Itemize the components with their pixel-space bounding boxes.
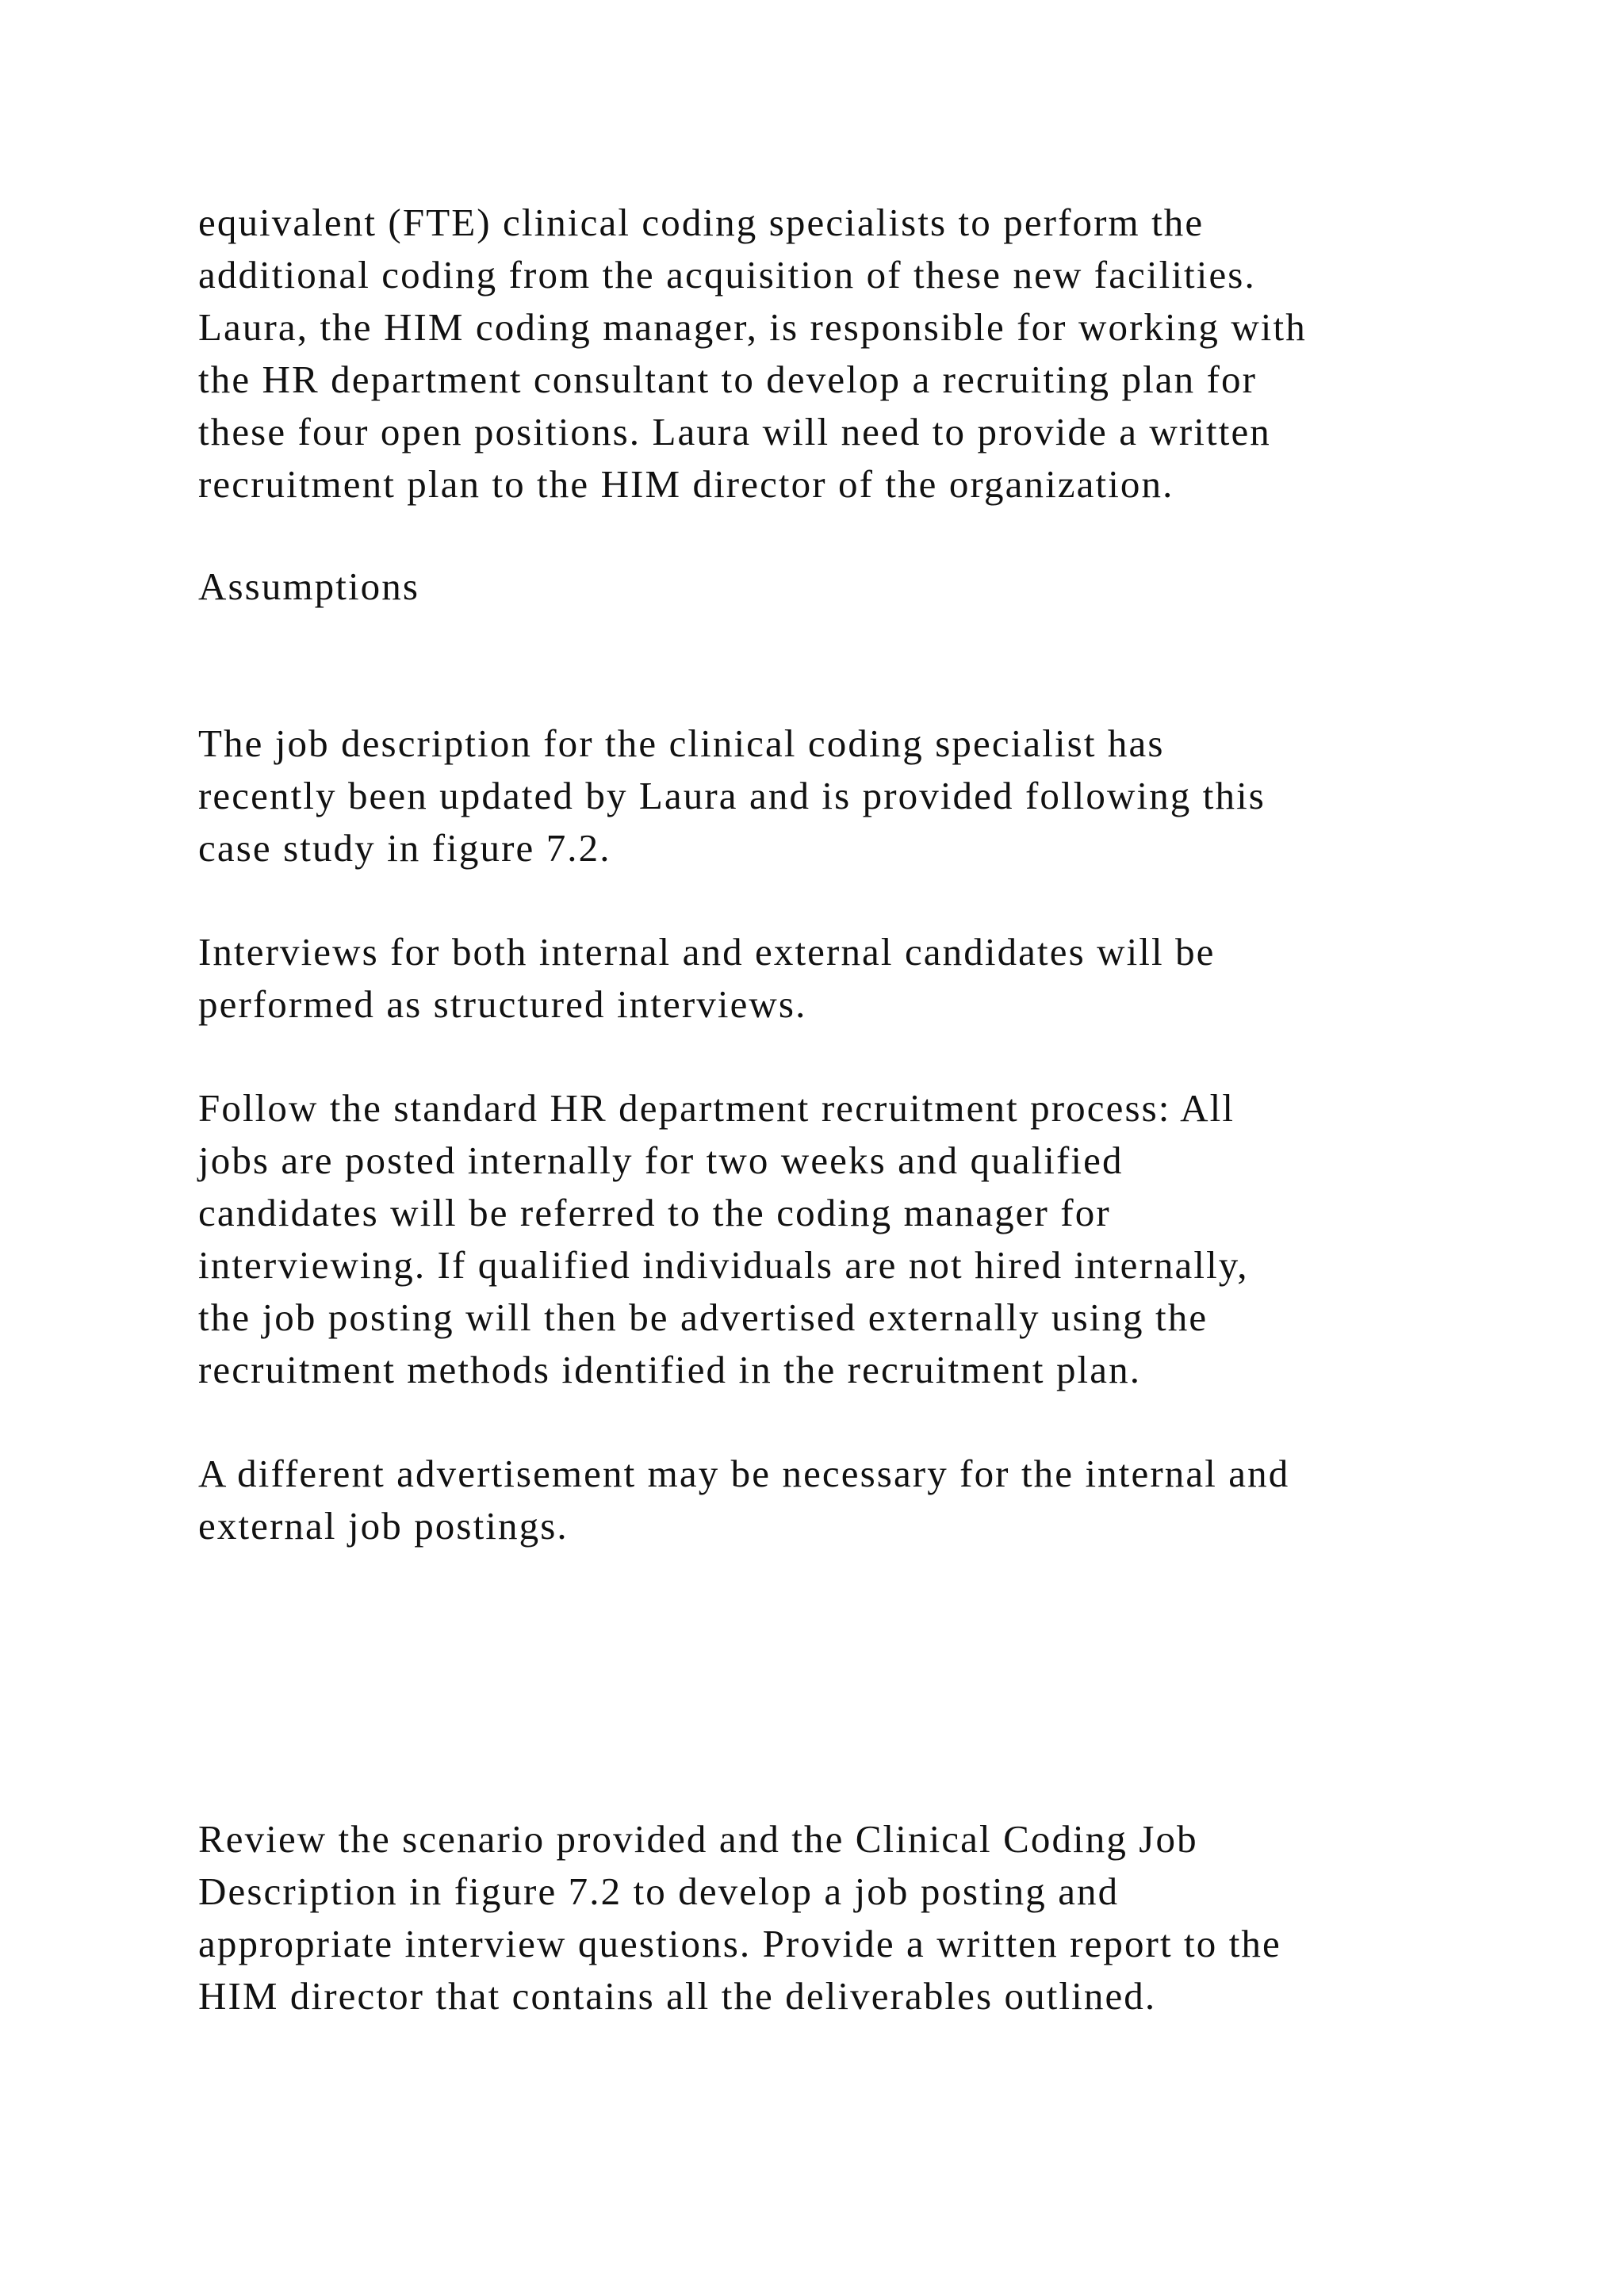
text-line: Description in figure 7.2 to develop a job posting and — [198, 1869, 1120, 1913]
text-line: candidates will be referred to the coding manager for — [198, 1191, 1111, 1234]
text-line: The job description for the clinical coding specialist has — [198, 721, 1165, 765]
text-line: performed as structured interviews. — [198, 982, 807, 1026]
heading-text: Assumptions — [198, 564, 420, 608]
text-line: recruitment plan to the HIM director of the organization. — [198, 462, 1174, 506]
text-line: recruitment methods identified in the recruitment plan. — [198, 1348, 1142, 1391]
text-line: jobs are posted internally for two weeks and qualified — [198, 1138, 1124, 1182]
text-line: Follow the standard HR department recruitment process: All — [198, 1086, 1235, 1130]
text-line: the HR department consultant to develop a recruiting plan for — [198, 358, 1258, 401]
text-line: HIM director that contains all the deliverables outlined. — [198, 1974, 1157, 2018]
text-line: case study in figure 7.2. — [198, 826, 611, 870]
text-line: A different advertisement may be necessary for the internal and — [198, 1452, 1290, 1495]
assumptions-heading — [198, 561, 1546, 613]
advertisement-paragraph — [198, 1448, 1546, 1552]
text-line: equivalent (FTE) clinical coding specialists to perform the — [198, 201, 1205, 244]
job-description-paragraph — [198, 718, 1546, 874]
text-line: additional coding from the acquisition of these new facilities. — [198, 253, 1256, 297]
text-line: these four open positions. Laura will need to provide a written — [198, 410, 1271, 453]
recruitment-process-paragraph — [198, 1082, 1546, 1396]
text-line: Review the scenario provided and the Clinical Coding Job — [198, 1817, 1198, 1861]
text-line: Interviews for both internal and external candidates will be — [198, 930, 1216, 974]
text-line: the job posting will then be advertised externally using the — [198, 1295, 1208, 1339]
text-line: interviewing. If qualified individuals are not hired internally, — [198, 1243, 1249, 1287]
text-line: Laura, the HIM coding manager, is responsible for working with — [198, 305, 1307, 349]
text-line: recently been updated by Laura and is provided following this — [198, 774, 1266, 817]
review-paragraph — [198, 1813, 1546, 2022]
text-line: appropriate interview questions. Provide a written report to the — [198, 1922, 1281, 1965]
text-line: external job postings. — [198, 1504, 569, 1548]
interviews-paragraph — [198, 926, 1546, 1031]
intro-paragraph — [198, 197, 1546, 511]
